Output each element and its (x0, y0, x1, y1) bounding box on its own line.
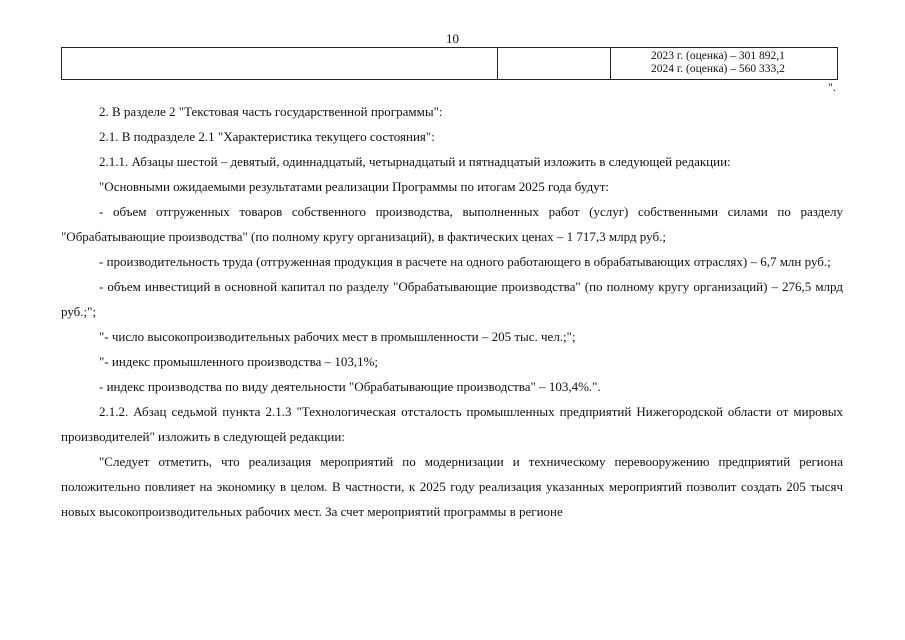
paragraph: "Основными ожидаемыми результатами реализации Программы по итогам 2025 года будут: (99, 179, 609, 194)
paragraph: 2.1.2. Абзац седьмой пункта 2.1.3 "Технологическая отсталость промышленных предприятий Нижегородской области от мировых производителей" изложить в следующей редакции: (61, 404, 843, 444)
closing-quote: ". (828, 80, 836, 94)
paragraph: - индекс производства по виду деятельности "Обрабатывающие производства" – 103,4%.". (99, 379, 601, 394)
paragraph: "- число высокопроизводительных рабочих мест в промышленности – 205 тыс. чел.;"; (99, 329, 576, 344)
paragraph: - объем инвестиций в основной капитал по разделу "Обрабатывающие производства" (по полному кругу организаций) – 276,5 млрд руб.;"; (61, 279, 843, 319)
paragraph: 2.1.1. Абзацы шестой – девятый, одиннадцатый, четырнадцатый и пятнадцатый изложить в следующей редакции: (99, 154, 731, 169)
paragraph: "Следует отметить, что реализация мероприятий по модернизации и техническому перевооружению предприятий региона положительно повлияет на экономику в целом. В частности, к 2025 году реализация указанных мероприятий позволит создать 205 тысяч новых высокопроизводительных рабочих мест. За счет мероприятий программы в регионе (61, 454, 843, 519)
paragraph: 2.1. В подразделе 2.1 "Характеристика текущего состояния": (99, 129, 435, 144)
document-body (61, 99, 843, 524)
paragraph: 2. В разделе 2 "Текстовая часть государственной программы": (99, 104, 443, 119)
estimate-line-2024: 2024 г. (оценка) – 560 333,2 (651, 62, 785, 75)
page-number: 10 (446, 31, 459, 46)
table-cell (498, 48, 611, 80)
paragraph: - объем отгруженных товаров собственного производства, выполненных работ (услуг) собственными силами по разделу "Обрабатывающие производства" (по полному кругу организаций), в фактических ценах – 1 717,3 млрд руб.; (61, 204, 843, 244)
table-cell (62, 48, 498, 80)
estimate-line-2023: 2023 г. (оценка) – 301 892,1 (651, 50, 785, 62)
continuation-table (61, 47, 838, 80)
table-cell (611, 48, 838, 80)
paragraph: - производительность труда (отгруженная продукция в расчете на одного работающего в обрабатывающих отраслях) – 6,7 млн руб.; (99, 254, 831, 269)
table-row (62, 48, 838, 80)
paragraph: "- индекс промышленного производства – 103,1%; (99, 354, 379, 369)
